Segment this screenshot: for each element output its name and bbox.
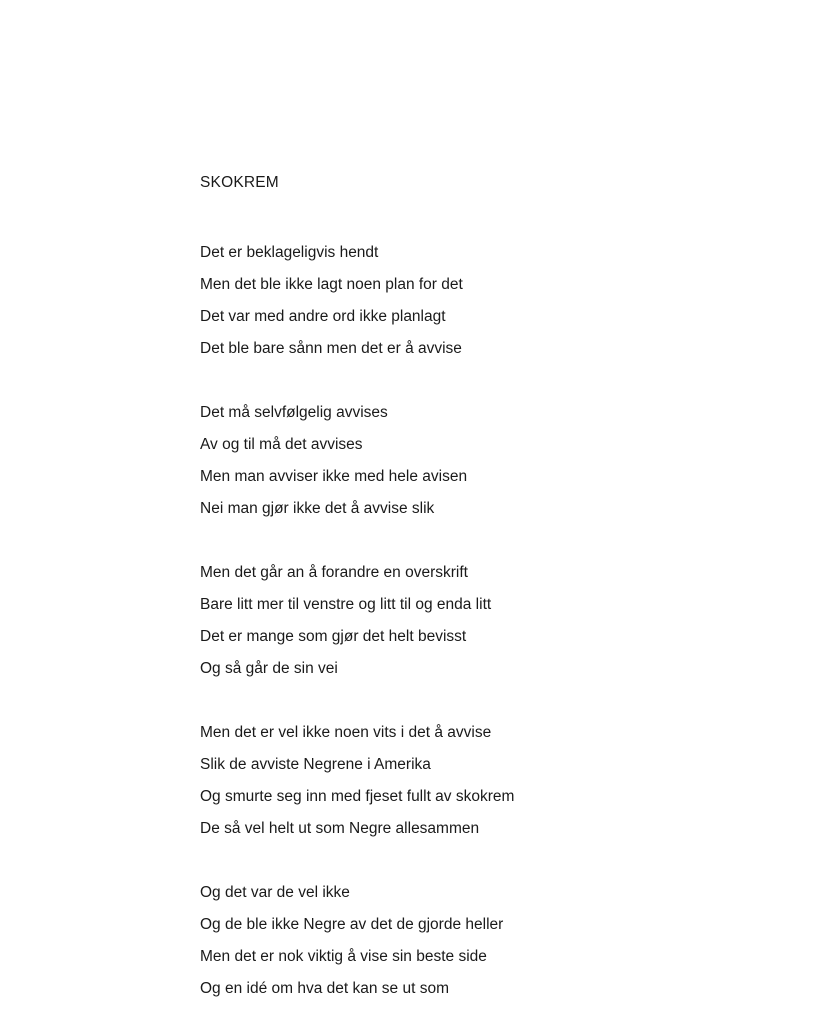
stanza-spacer [200,845,760,877]
poem-line: Men det er nok viktig å vise sin beste side [200,948,487,965]
poem-line: Men det er vel ikke noen vits i det å avvise [200,724,492,741]
poem-body [200,172,760,1005]
poem-line: Det ble bare sånn men det er å avvise [200,340,462,357]
page-title: SKOKREM [200,174,279,191]
poem-line: Og en idé om hva det kan se ut som [200,980,449,997]
poem-line: Og de ble ikke Negre av det de gjorde heller [200,916,504,933]
stanza [200,717,760,845]
stanza-spacer [200,685,760,717]
poem-line: Det er mange som gjør det helt bevisst [200,628,467,645]
poem-line: Av og til må det avvises [200,436,363,453]
poem-line: Det er beklageligvis hendt [200,244,379,261]
poem-line: Men det ble ikke lagt noen plan for det [200,276,463,293]
stanza [200,877,760,1005]
title-spacer [200,194,760,237]
poem-line: De så vel helt ut som Negre allesammen [200,820,480,837]
poem-line: Og smurte seg inn med fjeset fullt av skokrem [200,788,515,805]
stanza [200,397,760,525]
stanza-spacer [200,525,760,557]
poem-line: Slik de avviste Negrene i Amerika [200,756,431,773]
poem-line: Det må selvfølgelig avvises [200,404,388,421]
poem-line: Og så går de sin vei [200,660,338,677]
poem-line: Men man avviser ikke med hele avisen [200,468,468,485]
poem-line: Men det går an å forandre en overskrift [200,564,468,581]
stanza-spacer [200,365,760,397]
stanza [200,237,760,365]
stanza [200,557,760,685]
poem-line: Og det var de vel ikke [200,884,350,901]
poem-line: Bare litt mer til venstre og litt til og enda litt [200,596,492,613]
poem-line: Nei man gjør ikke det å avvise slik [200,500,435,517]
poem-line: Det var med andre ord ikke planlagt [200,308,446,325]
